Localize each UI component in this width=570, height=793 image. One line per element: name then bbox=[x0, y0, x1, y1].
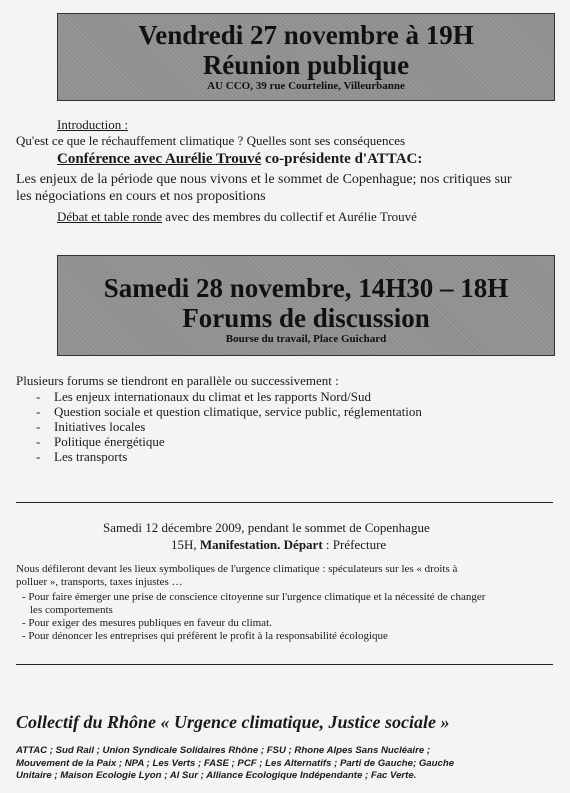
forum-item: - Initiatives locales bbox=[30, 419, 422, 434]
organisations-line: ATTAC ; Sud Rail ; Union Syndicale Solidaires Rhône ; FSU ; Rhone Alpes Sans Nucléaire ; bbox=[16, 745, 431, 756]
event1-date-time: Vendredi 27 novembre à 19H bbox=[138, 20, 474, 50]
divider bbox=[16, 502, 553, 503]
manif-reasons bbox=[22, 591, 485, 643]
event1-location: AU CCO, 39 rue Courteline, Villeurbanne bbox=[207, 80, 405, 92]
debate-rest: avec des membres du collectif et Aurélie Trouvé bbox=[162, 209, 417, 224]
stakes-line-2: les négociations en cours et nos propositions bbox=[16, 189, 266, 204]
forum-item: - Politique énergétique bbox=[30, 434, 422, 449]
manif-time: 15H, bbox=[171, 537, 200, 552]
intro-heading: Introduction : bbox=[57, 117, 129, 132]
manif-desc-2: polluer », transports, taxes injustes … bbox=[16, 576, 183, 588]
manif-reason: - Pour dénoncer les entreprises qui préfèrent le profit à la responsabilité écologique bbox=[22, 630, 388, 642]
organisations-line: Unitaire ; Maison Ecologie Lyon ; Al Sur ; Alliance Ecologique Indépendante ; Fac Verte. bbox=[16, 770, 417, 781]
manif-desc-1: Nous défileront devant les lieux symboliques de l'urgence climatique : spéculateurs sur les « droits à bbox=[16, 563, 458, 575]
forums-intro: Plusieurs forums se tiendront en parallèle ou successivement : bbox=[16, 373, 339, 388]
event1-banner bbox=[57, 13, 555, 101]
manif-reason: les comportements bbox=[30, 604, 113, 616]
collectif-title: Collectif du Rhône « Urgence climatique, Justice sociale » bbox=[16, 712, 450, 732]
forums-list bbox=[30, 389, 422, 464]
event2-banner bbox=[57, 255, 555, 356]
forum-item: - Question sociale et question climatique, service public, réglementation bbox=[30, 404, 422, 419]
organisations-list bbox=[16, 745, 556, 783]
conference-line bbox=[57, 150, 422, 168]
forum-item: - Les transports bbox=[30, 449, 422, 464]
debate-line bbox=[57, 209, 417, 225]
forum-item: - Les enjeux internationaux du climat et les rapports Nord/Sud bbox=[30, 389, 422, 404]
event2-date-time: Samedi 28 novembre, 14H30 – 18H bbox=[103, 273, 509, 303]
manif-date: Samedi 12 décembre 2009, pendant le sommet de Copenhague bbox=[103, 520, 430, 535]
debate-label: Débat et table ronde bbox=[57, 209, 163, 224]
event2-location: Bourse du travail, Place Guichard bbox=[225, 333, 387, 345]
manif-label: Manifestation. bbox=[199, 537, 281, 552]
conference-title: Conférence avec Aurélie Trouvé bbox=[57, 151, 262, 167]
stakes-line-1: Les enjeux de la période que nous vivons et le sommet de Copenhague; nos critiques sur bbox=[16, 172, 512, 187]
event2-title: Forums de discussion bbox=[182, 303, 430, 333]
manif-depart-label: Départ bbox=[280, 537, 323, 552]
divider bbox=[16, 664, 553, 665]
event1-title: Réunion publique bbox=[202, 50, 410, 80]
conference-role: co-présidente d'ATTAC: bbox=[261, 151, 423, 167]
manif-time-line bbox=[171, 537, 386, 553]
intro-question: Qu'est ce que le réchauffement climatique ? Quelles sont ses conséquences bbox=[16, 133, 406, 148]
manif-reason: - Pour faire émerger une prise de conscience citoyenne sur l'urgence climatique et la nécessité de changer bbox=[22, 591, 486, 603]
manif-depart: : Préfecture bbox=[322, 537, 387, 552]
organisations-line: Mouvement de la Paix ; NPA ; Les Verts ; FASE ; PCF ; Les Alternatifs ; Parti de Gauche; Gauche bbox=[16, 757, 455, 769]
manif-reason: - Pour exiger des mesures publiques en faveur du climat. bbox=[22, 617, 272, 629]
